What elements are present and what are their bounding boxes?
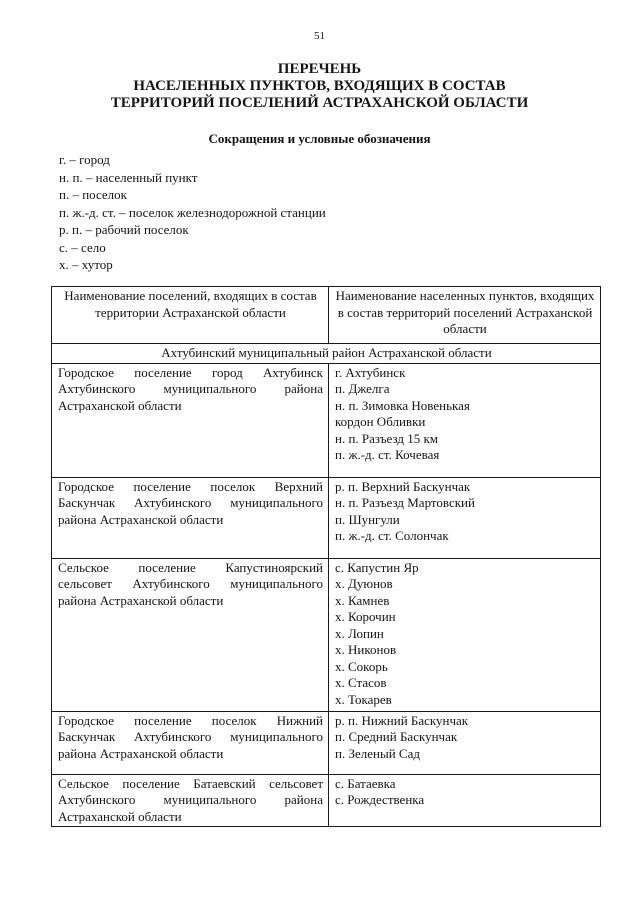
abbreviation-item: х. – хутор: [59, 257, 113, 272]
locality-item: р. п. Верхний Баскунчак: [335, 478, 471, 494]
settlements-table: [51, 286, 601, 827]
locality-item: п. ж.-д. ст. Солончак: [335, 528, 449, 543]
table-row: [52, 363, 601, 477]
locality-item: с. Рождественка: [335, 792, 425, 807]
table-row: [52, 774, 601, 827]
localities-cell: [329, 774, 601, 827]
settlement-name: Сельское поселение Капустиноярский сельсовет Ахтубинского муниципального района Астраханской области: [52, 558, 329, 711]
localities-cell: [329, 711, 601, 774]
abbreviations-list: [59, 151, 326, 274]
table-header-row: [52, 287, 601, 344]
localities-cell: [329, 558, 601, 711]
locality-item: р. п. Нижний Баскунчак: [335, 712, 469, 728]
abbreviation-item: г. – город: [59, 152, 110, 167]
locality-item: с. Батаевка: [335, 775, 396, 791]
locality-item: х. Стасов: [335, 675, 387, 690]
locality-item: п. Шунгули: [335, 511, 400, 527]
locality-item: х. Токарев: [335, 691, 392, 707]
table-row: [52, 711, 601, 774]
locality-item: п. Джелга: [335, 381, 390, 396]
locality-item: х. Сокорь: [335, 658, 388, 674]
settlement-name: Городское поселение поселок Нижний Баскунчак Ахтубинского муниципального района Астраханской области: [52, 711, 329, 774]
locality-item: с. Капустин Яр: [335, 559, 419, 575]
title-line: ТЕРРИТОРИЙ ПОСЕЛЕНИЙ АСТРАХАНСКОЙ ОБЛАСТИ: [110, 95, 529, 111]
column-header-localities: Наименование населенных пунктов, входящих в состав территорий поселений Астраханской области: [329, 287, 601, 344]
locality-item: н. п. Разъезд Мартовский: [335, 495, 475, 510]
locality-item: кордон Обливки: [335, 414, 426, 429]
district-name: Ахтубинский муниципальный район Астраханской области: [52, 344, 601, 364]
district-row: [52, 344, 601, 364]
title-line: ПЕРЕЧЕНЬ: [277, 61, 362, 77]
title-line: НАСЕЛЕННЫХ ПУНКТОВ, ВХОДЯЩИХ В СОСТАВ: [133, 78, 506, 94]
locality-item: х. Никонов: [335, 642, 397, 657]
locality-item: п. Средний Баскунчак: [335, 729, 458, 744]
localities-cell: [329, 363, 601, 477]
table-row: [52, 477, 601, 558]
locality-item: х. Камнев: [335, 592, 390, 608]
locality-item: н. п. Зимовка Новенькая: [335, 397, 470, 413]
document-title: [0, 61, 639, 112]
localities-cell: [329, 477, 601, 558]
settlement-name: Городское поселение поселок Верхний Баскунчак Ахтубинского муниципального района Астраханской области: [52, 477, 329, 558]
abbreviation-item: с. – село: [59, 239, 106, 255]
abbreviation-item: п. – поселок: [59, 187, 127, 202]
abbreviation-item: н. п. – населенный пункт: [59, 169, 198, 185]
locality-item: г. Ахтубинск: [335, 364, 406, 380]
locality-item: п. ж.-д. ст. Кочевая: [335, 447, 440, 462]
abbreviation-item: п. ж.-д. ст. – поселок железнодорожной станции: [59, 204, 326, 220]
table-row: [52, 558, 601, 711]
settlement-name: Сельское поселение Батаевский сельсовет Ахтубинского муниципального района Астраханской области: [52, 774, 329, 827]
page-number: 51: [314, 30, 325, 42]
abbreviation-item: р. п. – рабочий поселок: [59, 222, 189, 237]
column-header-settlements: Наименование поселений, входящих в состав территории Астраханской области: [52, 287, 329, 344]
locality-item: н. п. Разъезд 15 км: [335, 430, 439, 446]
locality-item: х. Дуюнов: [335, 576, 393, 591]
settlement-name: Городское поселение город Ахтубинск Ахтубинского муниципального района Астраханской области: [52, 363, 329, 477]
locality-item: х. Лопин: [335, 625, 384, 641]
abbreviations-heading: Сокращения и условные обозначения: [208, 131, 431, 146]
locality-item: п. Зеленый Сад: [335, 745, 420, 761]
locality-item: х. Корочин: [335, 609, 396, 624]
